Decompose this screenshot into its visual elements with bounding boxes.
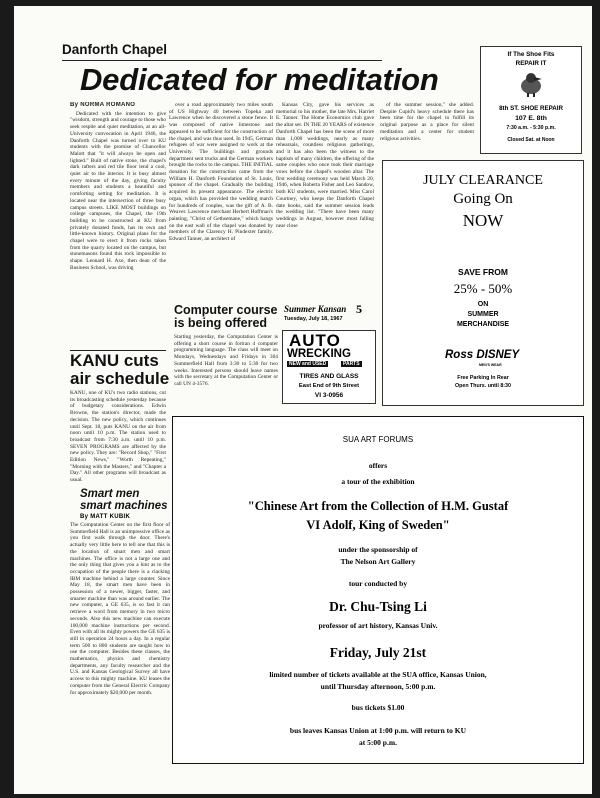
clearance-on: ON bbox=[477, 301, 489, 308]
art-date: Friday, July 21st bbox=[329, 645, 427, 660]
clearance-ad bbox=[382, 160, 584, 406]
clearance-line1: Going On bbox=[453, 191, 513, 207]
headline: Dedicated for meditation bbox=[80, 62, 439, 97]
chapel-byline: By NORMA ROMANO bbox=[70, 102, 136, 108]
art-offers: offers bbox=[368, 461, 388, 470]
clearance-save: SAVE FROM bbox=[458, 267, 508, 277]
folio-paper: Summer Kansan bbox=[284, 304, 347, 314]
chapel-column-1 bbox=[70, 102, 166, 386]
art-conducted: tour conducted by bbox=[348, 579, 408, 588]
folio-date: Tuesday, July 18, 1967 bbox=[284, 316, 343, 322]
clearance-what1: SUMMER bbox=[467, 311, 499, 318]
chapel-column-4 bbox=[380, 102, 474, 154]
chapel-col4-text: of the summer session," she added. Despite Cupid's heavy schedule there has been time for the chapel to fulfill its original purpose as a place for silent meditation and a center for student religious activities. bbox=[380, 102, 474, 142]
auto-line2: East End of 9th Street bbox=[298, 383, 360, 389]
clearance-store-logo: Ross DISNEY bbox=[445, 349, 520, 361]
kanu-body: KANU, one of KU's two radio stations, cut its broadcasting schedule yesterday because of budgetary considerations. Edwin Browne, the station's director, made the decision. The new policy, which continues until Sept. 18, puts KANU on the air from noon until 10 p.m. The station used to broadcast from 7:30 a.m. until 10 p.m. SEVEN PROGRAMS are affected by the new policy. They are: "Record Shop," "First Edition News," "Worth Repeating," "Morning with the Masters," and "Chapter a Day." All other programs will broadcast as usual. bbox=[70, 390, 166, 482]
clearance-pct: 25% - 50% bbox=[453, 281, 513, 296]
clearance-store-sub: MEN'S WEAR bbox=[479, 363, 502, 367]
auto-title: AUTO bbox=[289, 331, 341, 350]
art-guide: Dr. Chu-Tsing Li bbox=[329, 599, 427, 614]
clearance-what2: MERCHANDISE bbox=[456, 321, 510, 328]
section-kicker: Danforth Chapel bbox=[62, 42, 168, 57]
art-price: bus tickets $1.00 bbox=[351, 703, 405, 712]
clearance-line2: NOW bbox=[462, 211, 504, 230]
auto-phone: VI 3-0956 bbox=[314, 392, 344, 399]
smart-body: The Computation Center on the first floor of Summerfield Hall is an unimpressive office as you first walk through the door. There's actually very little here to tell one that this is the location of smart men and smart machines. The office is not a large one and the only thing that gives you a hint as to the occupation of the people there is a clacking IBM machine behind a large counter. Since May 18, the smart men have been in possession of a newer, bigger, faster, and smarter machine than was around earlier. The new computer, a GE 635, is so fast it can retrieve a word from memory in two micro seconds. Also this new machine can execute 100,000 machine instructions per second. Even with all its mighty powers the GE 635 is still in operation 24 hours a day. In a regular term 500 to 800 students are taught how to use the computer. Besides these classes, the mathematics, physics and chemistry departments, any faculty researcher and the U.S. and Kansas Geological Survey all have access to this mighty machine. KU leases the computer from the General Electric Company for approximately $20,000 per month. bbox=[70, 522, 170, 696]
art-title: "Chinese Art from the Collection of H.M. Gustaf VI Adolf, King of Sweden" bbox=[247, 499, 509, 532]
art-heading: SUA ART FORUMS bbox=[342, 435, 414, 444]
shoe-name: 8th ST. SHOE REPAIR bbox=[499, 105, 563, 112]
auto-line1: TIRES AND GLASS bbox=[299, 373, 359, 380]
chapel-col1-text: Dedicated with the intention to give "wisdom, strength and courage to those who seek respite and quiet meditation, at an all-University convocation in April 1946, the Danforth Chapel was turned over to KU students with the promise of Chancellor Malott that "it will always be open and lighted." Built of native stone, the chapel's dark rafters and red tile floor lend a cool, quiet air to the interior. It is busy almost every minute of the day, giving faculty members and students a beautiful and comforting setting for meditation. It is located near the intersection of three busy campus streets. LIKE MOST buildings on college campuses, the Chapel, the 19th building to be constructed at KU from privately donated funds, has its own and little-known history. Original plans for the chapel were to erect it from rocks taken from the quarry located on the campus, but stonemasons found this rock impossible to shape. Leonard H. Axe, then dean of the Business School, was driving bbox=[70, 110, 166, 271]
shoe-repair-ad bbox=[480, 46, 582, 154]
smart-byline: By MATT KUBIK bbox=[80, 514, 131, 520]
folio-page-number: 5 bbox=[356, 302, 362, 316]
art-tickets: limited number of tickets available at the SUA office, Kansas Union, until Thursday afternoon, 5:00 p.m. bbox=[269, 670, 487, 691]
shoe-line1: If The Shoe Fits bbox=[507, 51, 555, 58]
auto-tag-right: PARTS bbox=[343, 361, 360, 367]
chapel-col3-text: Kansas City, gave his services as memorial to his mother, the late Mrs. Harriet E. Tanner. The Home Economics club gave the altar set. IN THE 20 YEARS of existence Danforth Chapel has been the scene of more than 1,000 weddings, nearly as many rehearsals, countless religious gatherings, and it has also been the witness to the baptism of many children, the offering of the same couples who once took their marriage vows before the chapel's wooden altar. The first wedding ceremony was held March 20, 1946, when Roberta Fisher and Leo Sandow, both KU students, were married. Miss Carol Courtney, who keeps the Danforth Chapel date books, said the summer session leads the wedding list. "There have been many weddings in August, however most falling near close bbox=[276, 102, 374, 229]
shoe-hours: 7:30 a.m. - 5:30 p.m. bbox=[506, 125, 556, 131]
art-guide-title: professor of art history, Kansas Univ. bbox=[318, 621, 438, 630]
auto-title-2: WRECKING bbox=[287, 348, 351, 360]
kanu-headline: KANU cuts air schedule bbox=[70, 351, 170, 388]
jayhawk-icon bbox=[517, 71, 545, 97]
art-tour: a tour of the exhibition bbox=[341, 477, 415, 486]
chapel-col2-text: over a road approximately two miles south of US Highway 40 between Topeka and Lawrence when he discovered a stone fence. It was composed of native limestone and appeared to be sufficient for the construction of the chapel, and was thus used. In 1945, German refugees of war were assigned to work at the University. The buildings and grounds department sent trucks and the German workers brought the rocks to the campus. THE INITIAL donation for the construction came from the William H. Danforth Foundation of St. Louis, sponsor of the chapel. Gradually the building acquired its present appearance. The electric organ, which has provided the wedding march for hundreds of couples, was the gift of A. B. Weaver. Lawrence merchant Herbert Hoffman's painting, "Christ of Gethsemane," which hangs on the east wall of the chapel was donated by members of the Clarency H. Pindexter family. Edward Tanner, an architect of bbox=[169, 102, 273, 243]
shoe-line2: REPAIR IT bbox=[515, 60, 547, 67]
shoe-address: 107 E. 8th bbox=[515, 115, 547, 122]
computer-course-headline: Computer course is being offered bbox=[174, 303, 278, 330]
kicker-rule bbox=[62, 60, 382, 61]
auto-wrecking-ad bbox=[282, 330, 376, 404]
art-forums-ad bbox=[172, 416, 584, 764]
shoe-closed: Closed Sat. at Noon bbox=[507, 137, 555, 143]
clearance-title: JULY CLEARANCE bbox=[423, 173, 543, 188]
art-sponsor-intro: under the sponsorship of bbox=[338, 545, 418, 554]
clearance-parking: Free Parking In Rear bbox=[457, 375, 509, 381]
smart-headline: Smart men smart machines bbox=[80, 488, 168, 512]
auto-tag-left: NEW and USED bbox=[289, 361, 327, 367]
clearance-hours: Open Thurs. until 8:30 bbox=[455, 383, 511, 389]
computer-course-body: Starting yesterday, the Computation Center is offering a short course in fortran 4 computer programming language. The class will meet on Mondays, Wednesdays and Fridays in 304 Summerfield Hall from 3:30 to 5:30 for two weeks. Interested persons should leave names with the secretary at the Computation Center or call UN 4-3576. bbox=[174, 334, 278, 387]
art-sponsor: The Nelson Art Gallery bbox=[340, 557, 416, 566]
art-bus: bus leaves Kansas Union at 1:00 p.m. will return to KU at 5:00 p.m. bbox=[289, 726, 467, 747]
newspaper-page bbox=[14, 6, 592, 794]
chapel-column-3 bbox=[276, 102, 374, 302]
chapel-column-2 bbox=[169, 102, 273, 322]
